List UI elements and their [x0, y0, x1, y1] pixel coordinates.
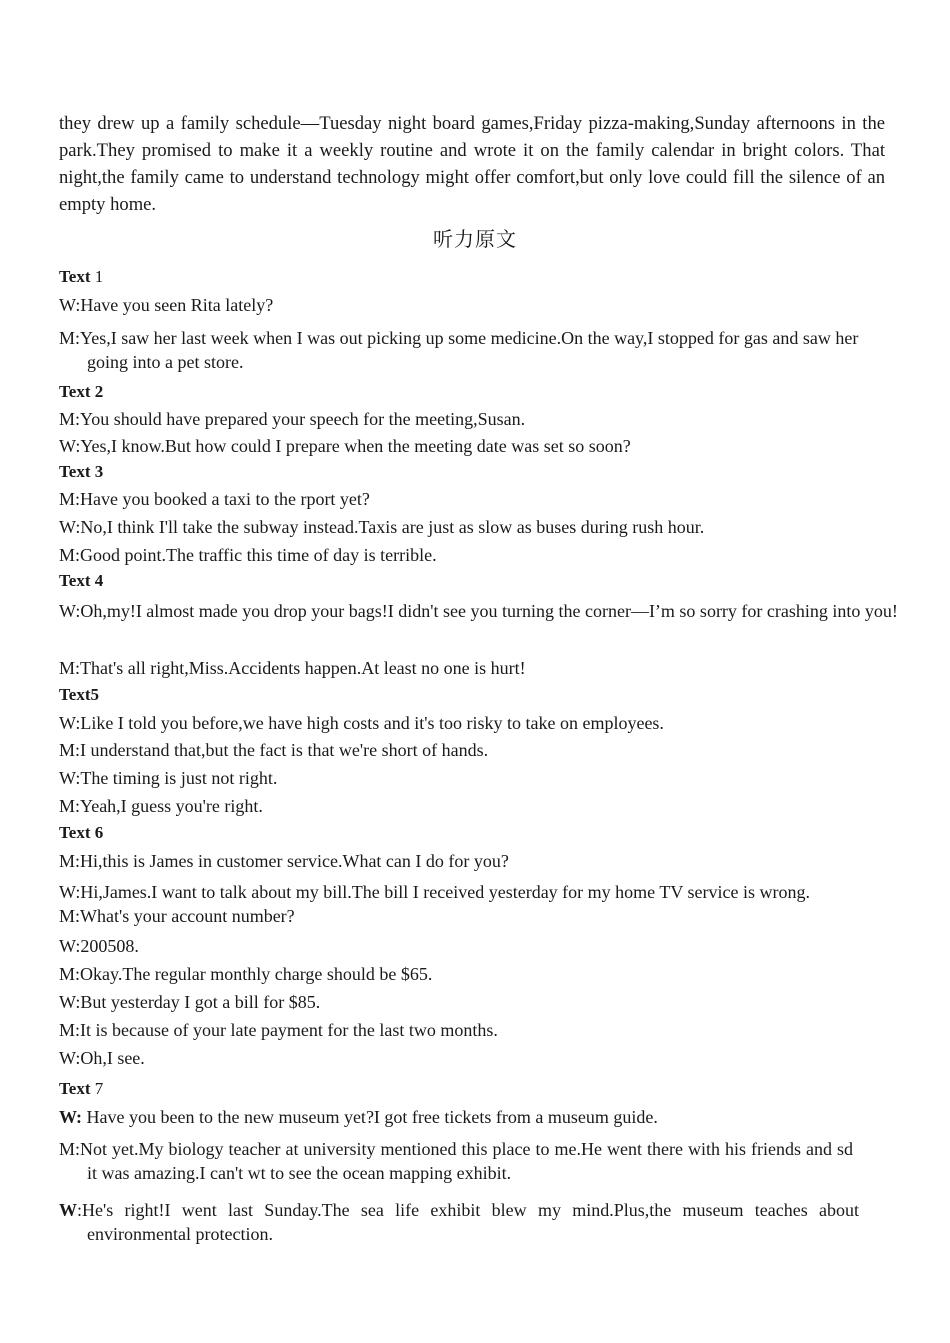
dialogue-text: :He's right!I went last Sunday.The sea life exhibit blew my mind.Plus,the museum teaches about environmental protection. — [77, 1200, 859, 1244]
dialogue-line: M:Have you booked a taxi to the rport yet? — [59, 489, 370, 509]
intro-paragraph: they drew up a family schedule—Tuesday night board games,Friday pizza-making,Sunday afternoons in the park.They promised to make it a weekly routine and wrote it on the family calendar in bright colors. That night,the family came to understand technology might offer comfort,but only love could fill the silence of an empty home. — [59, 113, 885, 215]
text-5-label: Text5 — [59, 685, 99, 704]
dialogue-line: M:Okay.The regular monthly charge should be $65. — [59, 964, 433, 984]
dialogue-line: W:Yes,I know.But how could I prepare when the meeting date was set so soon? — [59, 436, 631, 456]
dialogue-line: W:200508. — [59, 936, 139, 956]
dialogue-line: W:Have you seen Rita lately? — [59, 295, 274, 315]
text-1-label — [59, 266, 885, 288]
dialogue-line: W:The timing is just not right. — [59, 768, 278, 788]
text-6-label: Text 6 — [59, 823, 104, 842]
dialogue-line — [59, 1105, 885, 1129]
text-label-word: Text — [59, 267, 91, 286]
dialogue-line: M:Yeah,I guess you're right. — [59, 796, 263, 816]
dialogue-line: M:That's all right,Miss.Accidents happen.At least no one is hurt! — [59, 658, 526, 678]
text-2-label: Text 2 — [59, 382, 104, 401]
dialogue-line: M:Yes,I saw her last week when I was out picking up some medicine.On the way,I stopped for gas and saw her going into a pet store. — [59, 328, 859, 372]
dialogue-line — [59, 1198, 859, 1246]
dialogue-line: M:I understand that,but the fact is that we're short of hands. — [59, 740, 489, 760]
dialogue-line: M:You should have prepared your speech for the meeting,Susan. — [59, 409, 526, 429]
dialogue-line: M:Good point.The traffic this time of day is terrible. — [59, 545, 437, 565]
dialogue-line: W:But yesterday I got a bill for $85. — [59, 992, 321, 1012]
speaker-tag: W: — [59, 1107, 83, 1127]
dialogue-line: W:No,I think I'll take the subway instead.Taxis are just as slow as buses during rush hour. — [59, 517, 705, 537]
dialogue-text: Have you been to the new museum yet?I got free tickets from a museum guide. — [82, 1107, 658, 1127]
dialogue-line: W:Oh,I see. — [59, 1048, 145, 1068]
dialogue-line: M:Not yet.My biology teacher at university mentioned this place to me.He went there with his friends and sd it was amazing.I can't wt to see the ocean mapping exhibit. — [59, 1139, 853, 1183]
text-4-label: Text 4 — [59, 571, 104, 590]
dialogue-line: M:It is because of your late payment for the last two months. — [59, 1020, 498, 1040]
dialogue-line: W:Hi,James.I want to talk about my bill.The bill I received yesterday for my home TV service is wrong. M:What's your account number? — [59, 882, 810, 926]
section-title: 听力原文 — [433, 227, 517, 251]
dialogue-line: W:Oh,my!I almost made you drop your bags!I didn't see you turning the corner—I’m so sorry for crashing into you! — [59, 601, 898, 621]
speaker-tag: W — [59, 1200, 77, 1220]
text-7-label — [59, 1078, 885, 1100]
dialogue-line: W:Like I told you before,we have high costs and it's too risky to take on employees. — [59, 713, 664, 733]
text-3-label: Text 3 — [59, 462, 104, 481]
text-label-number: 7 — [94, 1079, 104, 1098]
text-label-number: 1 — [94, 267, 104, 286]
dialogue-line: M:Hi,this is James in customer service.What can I do for you? — [59, 851, 509, 871]
text-label-word: Text — [59, 1079, 91, 1098]
